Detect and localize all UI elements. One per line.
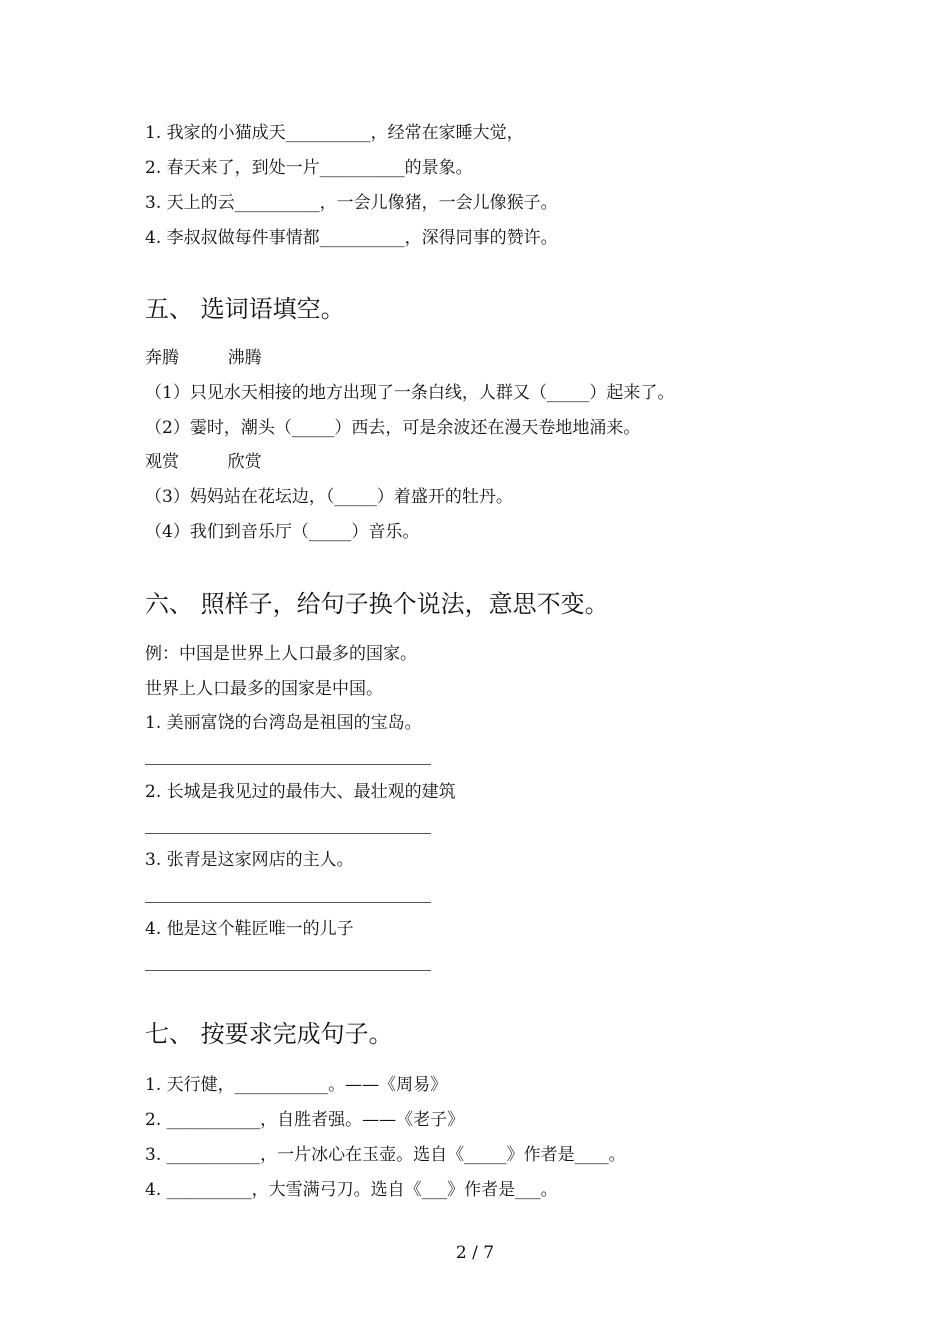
rewrite-item-1: 1. 美丽富饶的台湾岛是祖国的宝岛。 — [145, 713, 422, 733]
answer-line-2[interactable] — [145, 833, 431, 834]
section-7-title: 七、 按要求完成句子。 — [145, 1020, 393, 1048]
word-choice-item-2: （2）霎时，潮头（_____）西去，可是余波还在漫天卷地地涌来。 — [145, 418, 641, 438]
rewrite-item-4: 4. 他是这个鞋匠唯一的儿子 — [145, 919, 354, 939]
section-5-title: 五、 选词语填空。 — [145, 295, 345, 323]
fill-item-3: 3. 天上的云__________，一会儿像猪，一会儿像猴子。 — [145, 193, 558, 213]
answer-line-4[interactable] — [145, 970, 431, 971]
answer-line-3[interactable] — [145, 902, 431, 903]
page-number: 2 / 7 — [455, 1243, 495, 1263]
example-sentence: 例：中国是世界上人口最多的国家。 — [145, 644, 417, 664]
section-6-title: 六、 照样子，给句子换个说法，意思不变。 — [145, 590, 609, 618]
answer-line-1[interactable] — [145, 764, 431, 765]
example-answer: 世界上人口最多的国家是中国。 — [145, 679, 383, 699]
complete-item-1: 1. 天行健，___________。——《周易》 — [145, 1075, 448, 1095]
complete-item-2: 2. ___________，自胜者强。——《老子》 — [145, 1110, 465, 1130]
word-choice-item-1: （1）只见水天相接的地方出现了一条白线，人群又（_____）起来了。 — [145, 383, 675, 403]
word-choice-item-3: （3）妈妈站在花坛边，（_____）着盛开的牡丹。 — [145, 487, 513, 507]
complete-item-4: 4. __________，大雪满弓刀。选自《___》作者是___。 — [145, 1180, 558, 1200]
word-choice-group-2: 观赏 欣赏 — [145, 452, 262, 472]
word-choice-group-1: 奔腾 沸腾 — [145, 348, 262, 368]
rewrite-item-3: 3. 张青是这家网店的主人。 — [145, 850, 354, 870]
fill-item-2: 2. 春天来了，到处一片__________的景象。 — [145, 158, 473, 178]
complete-item-3: 3. ___________，一片冰心在玉壶。选自《_____》作者是____。 — [145, 1145, 626, 1165]
fill-item-4: 4. 李叔叔做每件事情都__________，深得同事的赞许。 — [145, 228, 558, 248]
fill-item-1: 1. 我家的小猫成天__________，经常在家睡大觉， — [145, 123, 524, 143]
rewrite-item-2: 2. 长城是我见过的最伟大、最壮观的建筑 — [145, 782, 456, 802]
word-choice-item-4: （4）我们到音乐厅（_____）音乐。 — [145, 522, 420, 542]
